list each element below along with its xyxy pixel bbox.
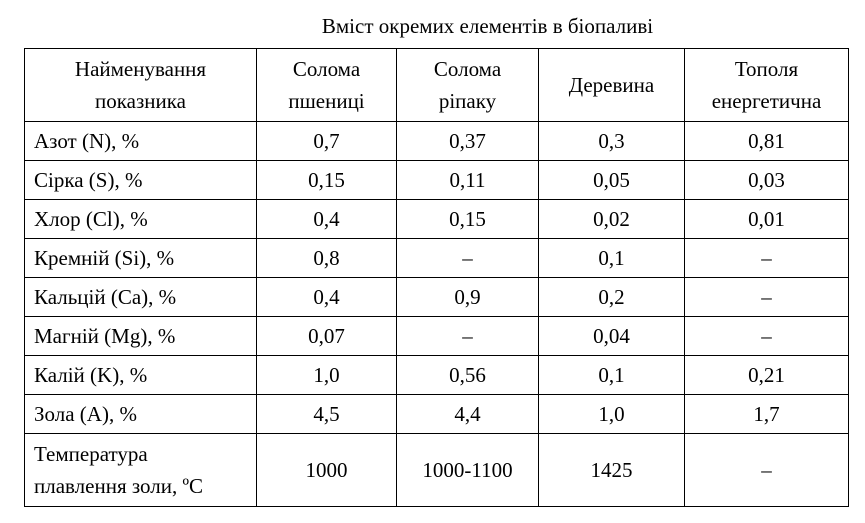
row-label: Азот (N), % [25, 122, 257, 161]
cell-rapeseed-straw: 1000-1100 [397, 434, 539, 507]
table-row-ash [25, 395, 849, 434]
cell-wood: 0,1 [539, 239, 685, 278]
header-energy-poplar [685, 49, 849, 122]
header-rapeseed-straw-line-1: Солома [433, 57, 502, 81]
cell-wheat-straw: 0,4 [257, 278, 397, 317]
cell-wheat-straw: 4,5 [257, 395, 397, 434]
cell-rapeseed-straw: 0,37 [397, 122, 539, 161]
row-label [25, 434, 257, 507]
table-row-chlorine [25, 200, 849, 239]
cell-energy-poplar: 0,01 [685, 200, 849, 239]
cell-rapeseed-straw: 0,9 [397, 278, 539, 317]
header-energy-poplar-line-1: Тополя [734, 57, 799, 81]
cell-wood: 0,05 [539, 161, 685, 200]
cell-wood: 1425 [539, 434, 685, 507]
table-row-magnesium [25, 317, 849, 356]
table-row-potassium [25, 356, 849, 395]
header-rapeseed-straw-line-2: ріпаку [438, 89, 497, 113]
cell-rapeseed-straw: 0,56 [397, 356, 539, 395]
cell-energy-poplar: 0,81 [685, 122, 849, 161]
table-row-nitrogen [25, 122, 849, 161]
cell-wheat-straw: 0,15 [257, 161, 397, 200]
cell-wood: 0,04 [539, 317, 685, 356]
table-row-sulfur [25, 161, 849, 200]
cell-rapeseed-straw: 4,4 [397, 395, 539, 434]
cell-energy-poplar: – [685, 434, 849, 507]
cell-wheat-straw: 1000 [257, 434, 397, 507]
cell-energy-poplar: 0,21 [685, 356, 849, 395]
cell-wood: 0,02 [539, 200, 685, 239]
header-rapeseed-straw [397, 49, 539, 122]
cell-energy-poplar: – [685, 278, 849, 317]
cell-energy-poplar: – [685, 239, 849, 278]
cell-wheat-straw: 0,4 [257, 200, 397, 239]
cell-rapeseed-straw: 0,11 [397, 161, 539, 200]
row-label: Кальцій (Ca), % [25, 278, 257, 317]
row-label: Хлор (Cl), % [25, 200, 257, 239]
cell-energy-poplar: 0,03 [685, 161, 849, 200]
table-row-ash-melting-temperature [25, 434, 849, 507]
cell-wood: 0,3 [539, 122, 685, 161]
row-label: Магній (Mg), % [25, 317, 257, 356]
header-wheat-straw-line-2: пшениці [288, 89, 365, 113]
table-header-row [25, 49, 849, 122]
cell-rapeseed-straw: 0,15 [397, 200, 539, 239]
header-wood: Деревина [539, 49, 685, 122]
cell-energy-poplar: 1,7 [685, 395, 849, 434]
cell-wood: 0,1 [539, 356, 685, 395]
biofuel-elements-table [24, 48, 849, 507]
header-energy-poplar-line-2: енергетична [711, 89, 822, 113]
cell-wheat-straw: 0,8 [257, 239, 397, 278]
cell-wood: 0,2 [539, 278, 685, 317]
row-label: Сірка (S), % [25, 161, 257, 200]
table-caption: Вміст окремих елементів в біопаливі [321, 14, 654, 38]
header-wheat-straw-line-1: Солома [292, 57, 361, 81]
header-indicator [25, 49, 257, 122]
header-indicator-line-1: Найменування [74, 57, 207, 81]
table-row-calcium [25, 278, 849, 317]
cell-wheat-straw: 0,7 [257, 122, 397, 161]
cell-rapeseed-straw: – [397, 239, 539, 278]
row-label: Зола (A), % [25, 395, 257, 434]
cell-wood: 1,0 [539, 395, 685, 434]
table-row-silicon [25, 239, 849, 278]
row-label: Кремній (Si), % [25, 239, 257, 278]
row-label-line-2: плавлення золи, ºC [34, 474, 203, 498]
cell-wheat-straw: 0,07 [257, 317, 397, 356]
cell-rapeseed-straw: – [397, 317, 539, 356]
header-wheat-straw [257, 49, 397, 122]
row-label-line-1: Температура [34, 442, 148, 466]
cell-wheat-straw: 1,0 [257, 356, 397, 395]
header-indicator-line-2: показника [95, 89, 186, 113]
row-label: Калій (K), % [25, 356, 257, 395]
cell-energy-poplar: – [685, 317, 849, 356]
